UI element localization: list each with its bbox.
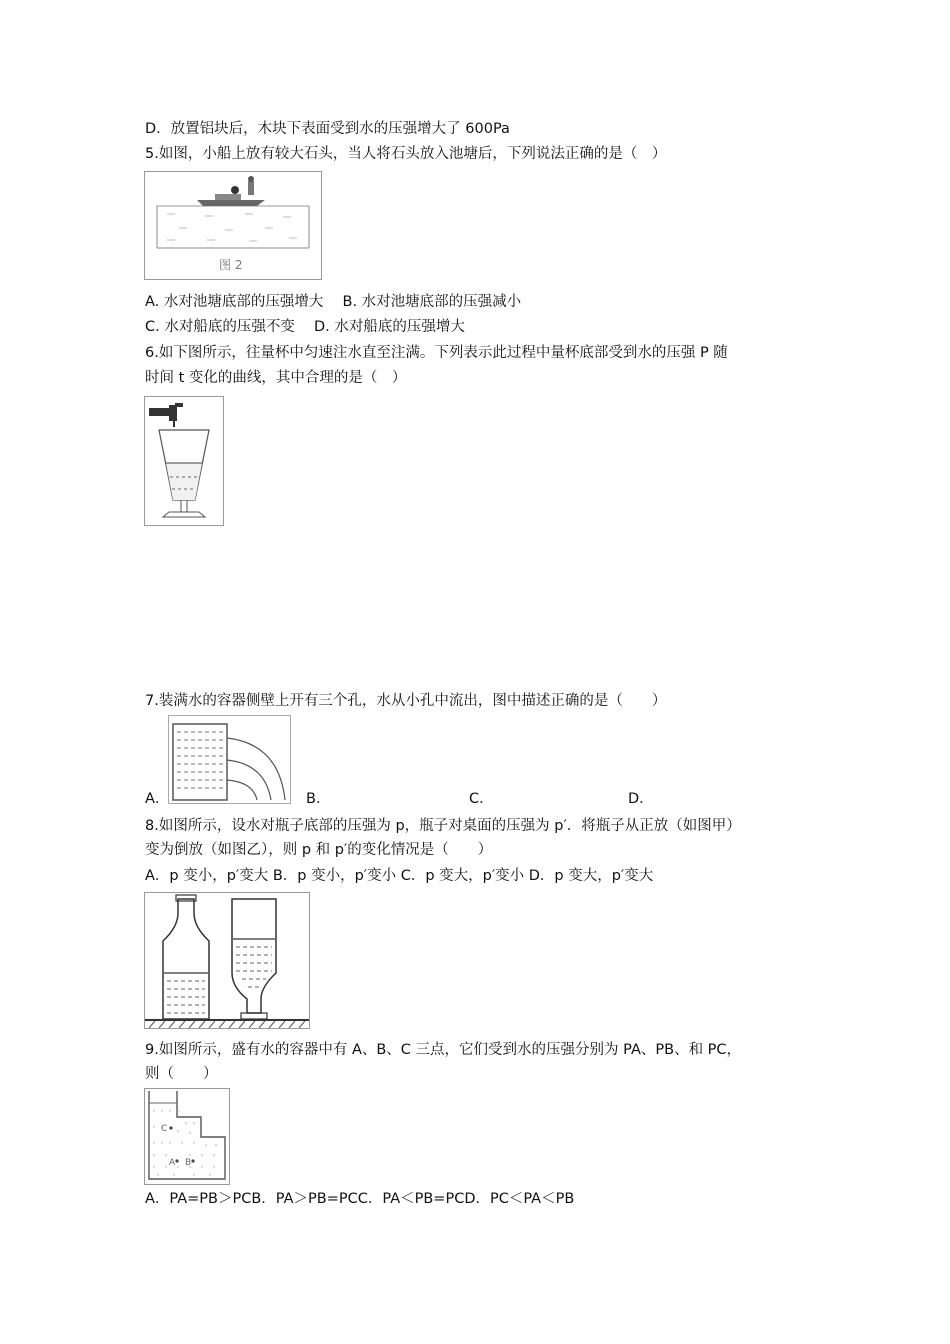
q9-point-a-label: A [169,1158,176,1168]
q6-stem-line2: 时间 t 变化的曲线，其中合理的是（ ） [145,370,407,386]
q8-stem-line1: 8.如图所示，设水对瓶子底部的压强为 p，瓶子对桌面的压强为 p′．将瓶子从正放（如图甲） [145,818,741,834]
q5-options-cd: C. 水对船底的压强不变 D. 水对船底的压强增大 [145,319,465,335]
q7-container-figure [168,715,291,804]
q9-options: A．PA=PB＞PCB．PA＞PB=PCC．PA＜PB=PCD．PC＜PA＜PB [145,1191,575,1207]
q6-measuring-cup-figure [144,396,224,526]
q8-stem-line2: 变为倒放（如图乙），则 p 和 p′的变化情况是（ ） [145,842,493,858]
q9-stem-line2: 则（ ） [145,1066,218,1082]
q5-stem: 5.如图，小船上放有较大石头，当人将石头放入池塘后，下列说法正确的是（ ） [145,146,667,162]
q5-boat-figure [144,171,322,280]
q4-option-d: D．放置铝块后，木块下表面受到水的压强增大了 600Pa [145,121,510,137]
q7-option-c: C． [469,791,494,807]
q5-figure-caption: 图 2 [219,258,243,272]
q7-option-b: B． [306,791,331,807]
q5-options-ab: A. 水对池塘底部的压强增大 B. 水对池塘底部的压强减小 [145,294,522,310]
q9-stem-line1: 9.如图所示，盛有水的容器中有 A、B、C 三点，它们受到水的压强分别为 PA、PB、和 PC， [145,1042,742,1058]
q8-bottles-figure [144,892,310,1029]
q7-option-a: A． [145,791,170,807]
q6-stem-line1: 6.如下图所示，往量杯中匀速注水直至注满。下列表示此过程中量杯底部受到水的压强 P 随 [145,345,728,361]
q8-options: A．p 变小，p′变大 B．p 变小，p′变小 C．p 变大，p′变小 D．p 变大，p′变大 [145,868,654,884]
q9-point-c-label: C [161,1124,168,1134]
q7-stem: 7.装满水的容器侧壁上开有三个孔，水从小孔中流出，图中描述正确的是（ ） [145,693,667,709]
q9-point-b-label: B [185,1158,192,1168]
q9-container-figure [144,1088,230,1185]
q7-option-d: D． [628,791,654,807]
